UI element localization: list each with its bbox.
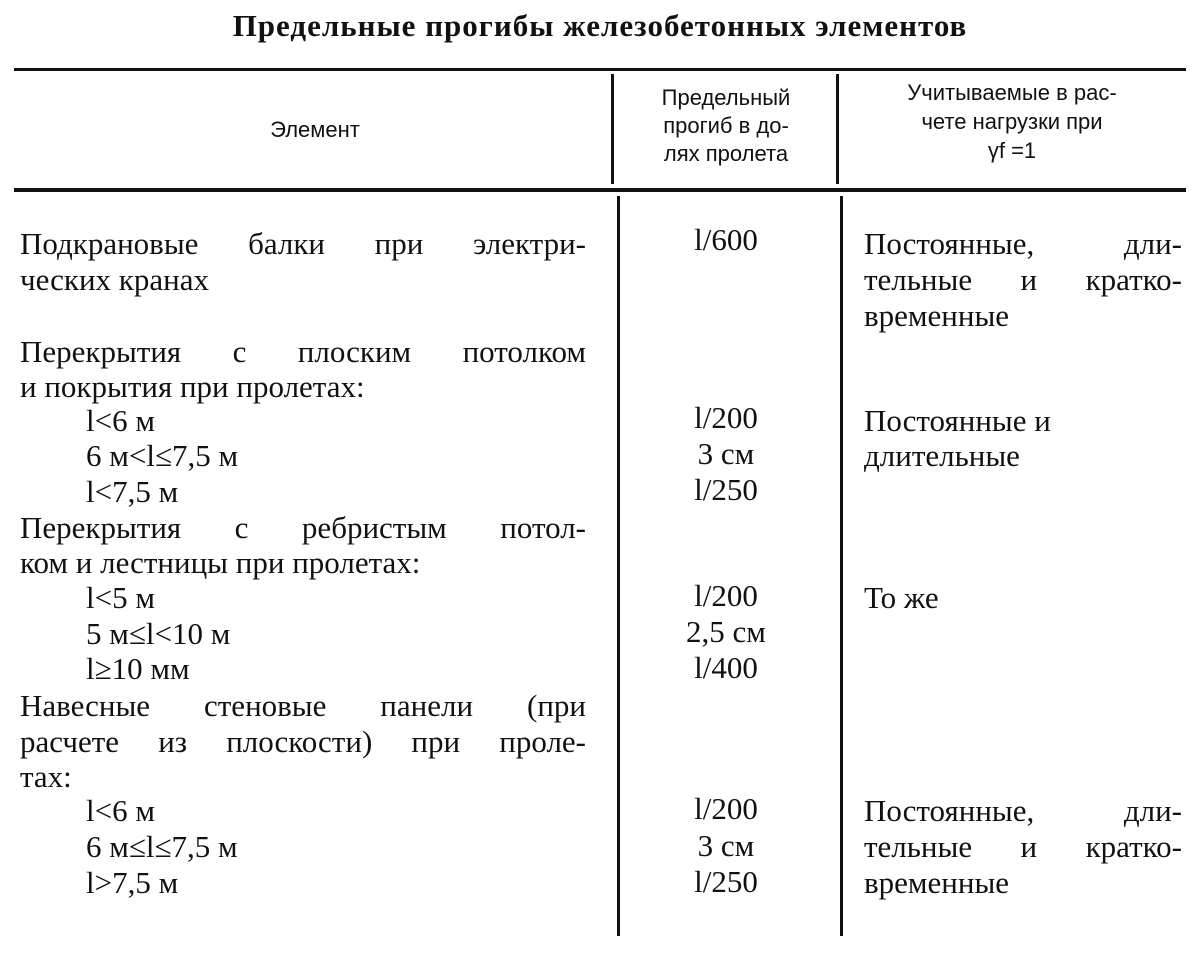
ribbed-deflection-1: l/200 — [694, 578, 758, 613]
crane-loads-1: Постоянные, дли- — [864, 226, 1182, 261]
crane-deflection: l/600 — [694, 222, 758, 257]
crane-loads-2: тельные и кратко- — [864, 262, 1182, 297]
ribbed-deflection-3: l/400 — [694, 650, 758, 685]
flat-span-2: 6 м<l≤7,5 м — [86, 438, 239, 473]
panels-deflection-2: 3 см — [697, 828, 755, 863]
ribbed-span-2: 5 м≤l<10 м — [86, 616, 231, 651]
column-divider-2-body — [840, 196, 843, 936]
ribbed-deflection-2: 2,5 см — [686, 614, 766, 649]
panels-line-2: расчете из плоскости) при проле- — [20, 724, 586, 759]
flat-span-3: l<7,5 м — [86, 474, 179, 509]
panels-span-3: l>7,5 м — [86, 865, 179, 900]
panels-deflection-1: l/200 — [694, 791, 758, 826]
flat-line-2: и покрытия при пролетах: — [20, 369, 365, 404]
flat-loads-1: Постоянные и — [864, 403, 1051, 438]
panels-loads-2: тельные и кратко- — [864, 829, 1182, 864]
ribbed-line-1: Перекрытия с ребристым потол- — [20, 510, 586, 545]
panels-span-2: 6 м≤l≤7,5 м — [86, 829, 238, 864]
ribbed-loads: То же — [864, 580, 939, 615]
panels-loads-1: Постоянные, дли- — [864, 793, 1182, 828]
ribbed-span-1: l<5 м — [86, 580, 155, 615]
crane-line-2: ческих кранах — [20, 262, 209, 297]
column-divider-1 — [611, 74, 614, 184]
top-rule — [14, 68, 1186, 71]
flat-loads-2: длительные — [864, 438, 1020, 473]
header-loads: Учитываемые в рас- чете нагрузки при γf =1 — [907, 80, 1117, 163]
panels-span-1: l<6 м — [86, 793, 155, 828]
panels-deflection-3: l/250 — [694, 864, 758, 899]
ribbed-span-3: l≥10 мм — [86, 651, 190, 686]
flat-line-1: Перекрытия с плоским потолком — [20, 334, 586, 369]
ribbed-line-2: ком и лестницы при пролетах: — [20, 545, 421, 580]
column-divider-2 — [836, 74, 839, 184]
flat-deflection-1: l/200 — [694, 400, 758, 435]
flat-deflection-3: l/250 — [694, 472, 758, 507]
header-deflection: Предельный прогиб в до- лях пролета — [661, 85, 791, 166]
panels-line-1: Навесные стеновые панели (при — [20, 688, 586, 723]
header-rule — [14, 188, 1186, 192]
panels-line-3: тах: — [20, 759, 72, 794]
crane-loads-3: временные — [864, 298, 1010, 333]
panels-loads-3: временные — [864, 865, 1010, 900]
flat-span-1: l<6 м — [86, 403, 155, 438]
flat-deflection-2: 3 см — [697, 436, 755, 471]
header-element: Элемент — [270, 117, 360, 142]
table-title: Предельные прогибы железобетонных элементов — [232, 8, 968, 43]
crane-line-1: Подкрановые балки при электри- — [20, 226, 586, 261]
